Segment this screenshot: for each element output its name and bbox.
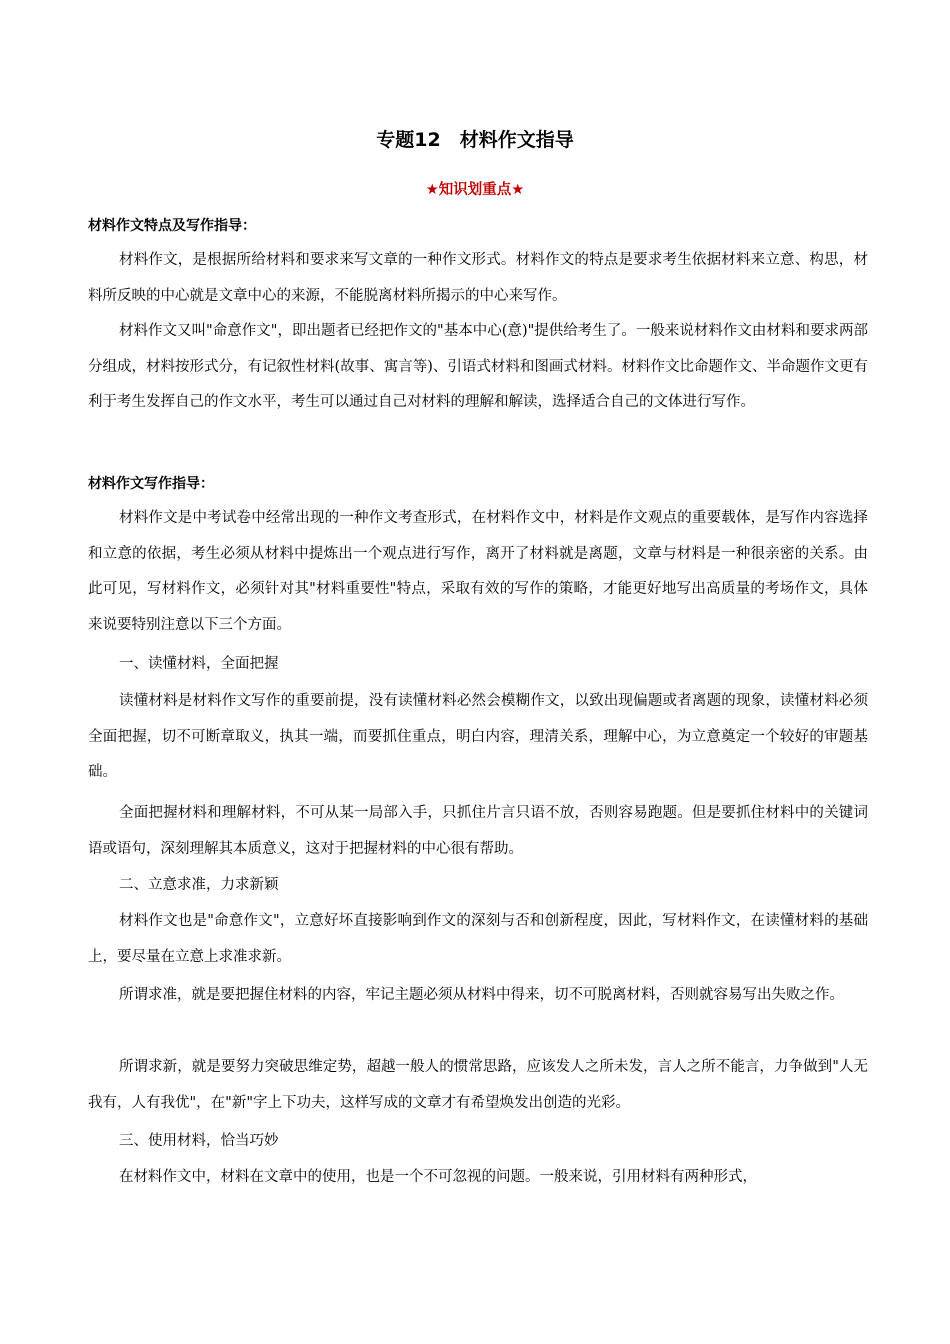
heading-writing-guide: 材料作文写作指导： <box>88 476 214 492</box>
page-title: 专题12 材料作文指导 <box>376 129 574 151</box>
paragraph: 全面把握材料和理解材料，不可从某一局部入手，只抓住片言只语不放，否则容易跑题。但是要抓住材料中的关键词语或语句，深刻理解其本质意义，这对于把握材料的中心很有帮助。 <box>88 805 868 857</box>
paragraph: 读懂材料是材料作文写作的重要前提，没有读懂材料必然会模糊作文，以致出现偏题或者离题的现象，读懂材料必须全面把握，切不可断章取义，执其一端，而要抓住重点，明白内容，理清关系，理解中心，为立意奠定一个较好的审题基础。 <box>88 693 868 780</box>
subheading: 二、立意求准，力求新颖 <box>119 877 279 893</box>
paragraph: 所谓求新，就是要努力突破思维定势，超越一般人的惯常思路，应该发人之所未发，言人之所不能言，力争做到"人无我有，人有我优"，在"新"字上下功夫，这样写成的文章才有希望焕发出创造的光彩。 <box>88 1059 868 1111</box>
paragraph: 材料作文，是根据所给材料和要求来写文章的一种作文形式。材料作文的特点是要求考生依据材料来立意、构思，材料所反映的中心就是文章中心的来源，不能脱离材料所揭示的中心来写作。 <box>88 252 868 304</box>
paragraph: 材料作文也是"命意作文"，立意好坏直接影响到作文的深刻与否和创新程度，因此，写材料作文，在读懂材料的基础上，要尽量在立意上求准求新。 <box>88 913 868 965</box>
subheading: 一、读懂材料，全面把握 <box>119 656 279 672</box>
subheading: 三、使用材料，恰当巧妙 <box>119 1133 279 1149</box>
paragraph: 所谓求准，就是要把握住材料的内容，牢记主题必须从材料中得来，切不可脱离材料，否则就容易写出失败之作。 <box>119 987 844 1003</box>
section-subtitle: ★知识划重点★ <box>425 182 525 198</box>
heading-features: 材料作文特点及写作指导： <box>88 218 256 234</box>
paragraph: 材料作文是中考试卷中经常出现的一种作文考查形式，在材料作文中，材料是作文观点的重要载体，是写作内容选择和立意的依据，考生必须从材料中提炼出一个观点进行写作，离开了材料就是离题，文章与材料是一种很亲密的关系。由此可见，写材料作文，必须针对其"材料重要性"特点，采取有效的写作的策略，才能更好地写出高质量的考场作文，具体来说要特别注意以下三个方面。 <box>88 510 868 633</box>
paragraph: 材料作文又叫"命意作文"，即出题者已经把作文的"基本中心(意)"提供给考生了。一般来说材料作文由材料和要求两部分组成，材料按形式分，有记叙性材料(故事、寓言等)、引语式材料和图画式材料。材料作文比命题作文、半命题作文更有利于考生发挥自己的作文水平，考生可以通过自己对材料的理解和解读，选择适合自己的文体进行写作。 <box>88 323 868 410</box>
paragraph: 在材料作文中，材料在文章中的使用，也是一个不可忽视的问题。一般来说，引用材料有两种形式， <box>119 1169 757 1185</box>
